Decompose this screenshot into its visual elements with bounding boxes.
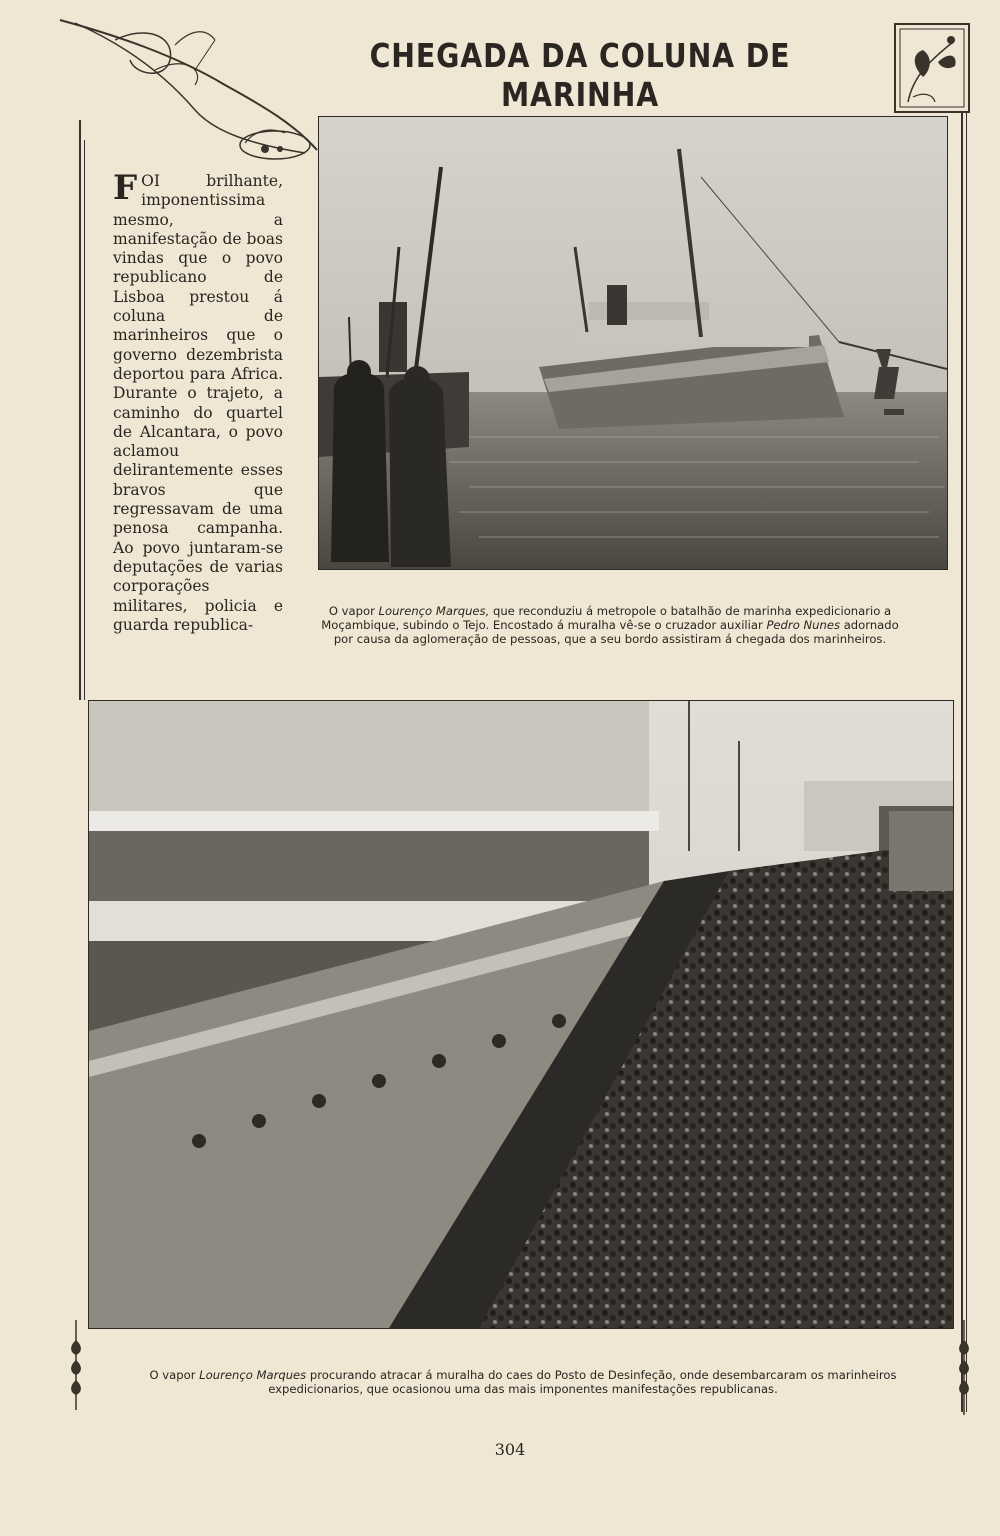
caption-bottom-text-2: procurando atracar á muralha do caes do Posto de Desinfeção, onde desembarcaram os marinheiros expedicionarios, que ocasionou uma das mais imponentes manifestações republicanas. [268,1368,897,1396]
caption-bottom-ship-name: Lourenço Marques [199,1368,307,1382]
caption-top-ship-name: Lourenço Marques, [378,604,490,618]
caption-top-text-2: que reconduziu á metropole o batalhão de marinha expedicionario a Moçambique, subindo o Tejo. Encostado á muralha vê-se o cruzador auxiliar [321,604,892,632]
caption-top-text-3: adornado por causa da aglomeração de pessoas, que a seu bordo assistiram á chegada dos marinheiros. [333,618,899,646]
page-title: CHEGADA DA COLUNA DE MARINHA [369,36,791,114]
caption-bottom-text-1: O vapor [149,1368,200,1382]
wheat-ornament-right [954,1320,974,1415]
wheat-ornament-left [66,1320,86,1410]
dropcap: F [113,168,138,208]
page-number: 304 [494,1440,526,1459]
frame-left-inner-line [84,140,85,700]
caption-bottom-photo [128,1368,918,1396]
frame-right-inner-line [966,112,967,1412]
caption-top-text-1: O vapor [328,604,379,618]
photo-ship-tejo [318,116,948,570]
intro-text [113,168,283,635]
floral-ornament-top-left [55,15,325,185]
caption-top-cruiser-name: Pedro Nunes [766,618,841,632]
floral-ornament-top-right [893,22,971,114]
photo-ship-docking [88,700,954,1329]
frame-left-line [79,120,81,700]
frame-right-line [961,112,963,1412]
intro-body: OI brilhante, imponentissima mesmo, a manifestação de boas vindas que o povo republicano de Lisboa prestou á coluna de marinheiros que o governo dezembrista deportou para Africa. Durante o trajeto, a caminho do quartel de Alcantara, o povo aclamou delirantemente esses bravos que regressavam de uma penosa campanha. Ao povo juntaram-se deputações de varias corporações militares, policia e guarda republica- [113,172,283,634]
caption-top-photo [315,604,905,646]
